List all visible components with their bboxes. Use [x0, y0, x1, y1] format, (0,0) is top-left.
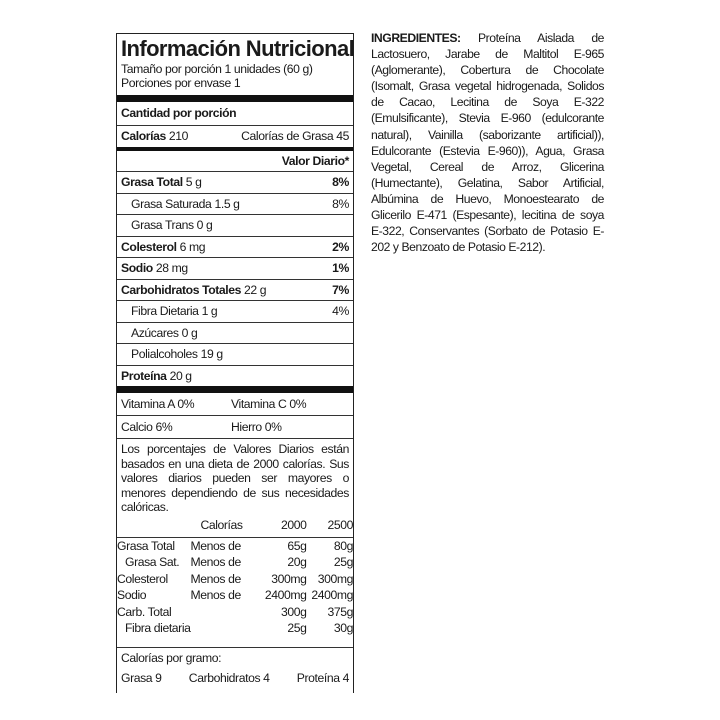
sodium-label: Sodio	[121, 261, 153, 275]
polyols-label: Polialcoholes	[131, 347, 198, 361]
sodium-amount: 28 mg	[155, 261, 188, 275]
calories-value: 210	[168, 129, 189, 143]
carbs-amount: 22 g	[244, 282, 267, 297]
polyols-row	[117, 343, 353, 365]
table-cell: Carb. Total	[117, 604, 172, 619]
table-cell: 300mg	[317, 571, 353, 586]
nutrition-facts-panel	[116, 33, 354, 693]
trans-fat-row	[117, 214, 353, 236]
protein-label: Proteína	[121, 368, 167, 383]
sodium-dv: 1%	[332, 261, 349, 275]
table-header-row	[117, 515, 353, 538]
table-header-cell: 2500	[327, 518, 353, 533]
iron: Hierro 0%	[231, 420, 282, 434]
saturated-fat-row	[117, 193, 353, 215]
fiber-dv: 4%	[332, 304, 349, 318]
table-row	[117, 571, 353, 588]
table-cell: Menos de	[190, 555, 241, 569]
fiber-row	[117, 300, 353, 322]
amount-per-serving-label: Cantidad por porción	[121, 106, 237, 120]
protein-factor: Proteína 4	[296, 670, 349, 685]
ingredients-text: Proteína Aislada de Lactosuero, Jarabe de Maltitol E-965 (Aglomerante), Cobertura de Chocolate (Isomalt, Grasa vegetal hidrogenada, Solidos de Cacao, Lecitina de Soya E-322 (Emulsificante), Stevia E-960 (edulcorante natural), Vainilla (saborizante artificial)), Edulcorante (Estevia E-960)), Agua, Grasa Vegetal, Cereal de Arroz, Glicerina (Humectante), Gelatina, Sabor Artificial, Albúmina de Huevo, Monoestearato de Glicerilo E-471 (Espesante), lecitina de soya E-322, Conservantes (Sorbato de Potasio E-202 y Benzoato de Potasio E-212).	[371, 31, 604, 255]
carbs-row	[117, 279, 353, 301]
fat-factor: Grasa 9	[121, 670, 162, 685]
cholesterol-amount: 6 mg	[179, 239, 206, 254]
trans-fat-amount: 0 g	[196, 218, 213, 232]
total-fat-row	[117, 171, 353, 193]
fiber-label: Fibra Dietaria	[131, 304, 199, 318]
minerals-row	[117, 415, 353, 438]
table-cell: Sodio	[117, 588, 147, 602]
table-cell: Fibra dietaria	[125, 621, 191, 635]
table-cell: 80g	[307, 537, 353, 554]
ingredients-block	[371, 30, 604, 255]
vitamins-row	[117, 393, 353, 415]
table-cell: 2400mg	[311, 588, 353, 602]
table-cell: Grasa Total	[117, 537, 191, 554]
thick-divider	[117, 386, 353, 393]
servings-per-container: Porciones por envase 1	[121, 76, 241, 90]
calories-per-gram-values	[121, 668, 349, 688]
total-fat-label: Grasa Total	[121, 175, 183, 189]
nutrition-title: Información Nutricional	[121, 36, 355, 61]
calcium: Calcio 6%	[121, 420, 173, 434]
dv-reference-table	[117, 515, 353, 637]
table-header-cell: Calorías	[200, 518, 243, 533]
saturated-fat-label: Grasa Saturada	[131, 196, 212, 211]
dv-footnote: Los porcentajes de Valores Diarios están basados en una dieta de 2000 calorías. Sus valores diarios pueden ser mayores o menores dependiendo de sus necesidades calóricas.	[121, 442, 349, 514]
protein-amount: 20 g	[169, 368, 192, 383]
thick-divider	[117, 95, 353, 102]
sodium-row	[117, 257, 353, 279]
table-row	[117, 587, 353, 604]
daily-value-header-label: Valor Diario*	[281, 153, 349, 168]
cholesterol-label: Colesterol	[121, 239, 177, 254]
table-cell: Menos de	[190, 571, 241, 586]
calories-per-gram-label: Calorías por gramo:	[121, 650, 222, 665]
fiber-amount: 1 g	[201, 304, 218, 318]
cholesterol-dv: 2%	[332, 239, 349, 254]
table-cell: 2400mg	[264, 588, 307, 602]
table-cell: 25g	[333, 555, 353, 569]
sugars-label: Azúcares	[131, 325, 179, 340]
calories-label: Calorías	[121, 129, 166, 143]
carb-factor: Carbohidratos 4	[188, 670, 270, 685]
table-cell: Grasa Sat.	[125, 555, 180, 569]
table-row	[117, 620, 353, 637]
calories-row	[117, 125, 353, 147]
table-header-cell: 2000	[281, 518, 307, 533]
table-cell	[191, 604, 253, 621]
table-cell: 300g	[281, 604, 307, 619]
table-row	[117, 537, 353, 554]
table-cell: Menos de	[191, 537, 253, 554]
cholesterol-row	[117, 236, 353, 258]
vitamin-c: Vitamina C 0%	[231, 397, 307, 411]
carbs-dv: 7%	[332, 282, 349, 297]
sugars-row	[117, 322, 353, 344]
table-cell: 300mg	[271, 571, 307, 586]
protein-row	[117, 365, 353, 387]
total-fat-amount: 5 g	[185, 175, 202, 189]
calories-from-fat: Calorías de Grasa 45	[241, 129, 349, 143]
total-fat-dv: 8%	[332, 175, 349, 189]
vitamin-a: Vitamina A 0%	[121, 397, 195, 411]
table-row	[117, 604, 353, 621]
sugars-amount: 0 g	[181, 325, 198, 340]
table-cell: Menos de	[190, 588, 241, 602]
table-cell: 65g	[253, 537, 307, 554]
table-row	[117, 554, 353, 571]
table-cell: 375g	[327, 604, 353, 619]
table-cell: 30g	[333, 621, 353, 635]
table-cell: 20g	[287, 555, 307, 569]
table-header-cell	[117, 515, 191, 538]
daily-value-header	[117, 151, 353, 172]
polyols-amount: 19 g	[200, 347, 223, 361]
trans-fat-label: Grasa Trans	[131, 218, 194, 232]
carbs-label: Carbohidratos Totales	[121, 282, 242, 297]
table-cell: Colesterol	[117, 571, 168, 586]
ingredients-label: INGREDIENTES:	[371, 31, 461, 45]
saturated-fat-dv: 8%	[332, 196, 349, 211]
amount-per-serving	[117, 102, 353, 125]
saturated-fat-amount: 1.5 g	[214, 196, 240, 211]
table-cell: 25g	[287, 621, 307, 635]
serving-size: Tamaño por porción 1 unidades (60 g)	[121, 62, 313, 76]
calories-per-gram	[121, 648, 349, 688]
table-cell	[191, 620, 253, 637]
